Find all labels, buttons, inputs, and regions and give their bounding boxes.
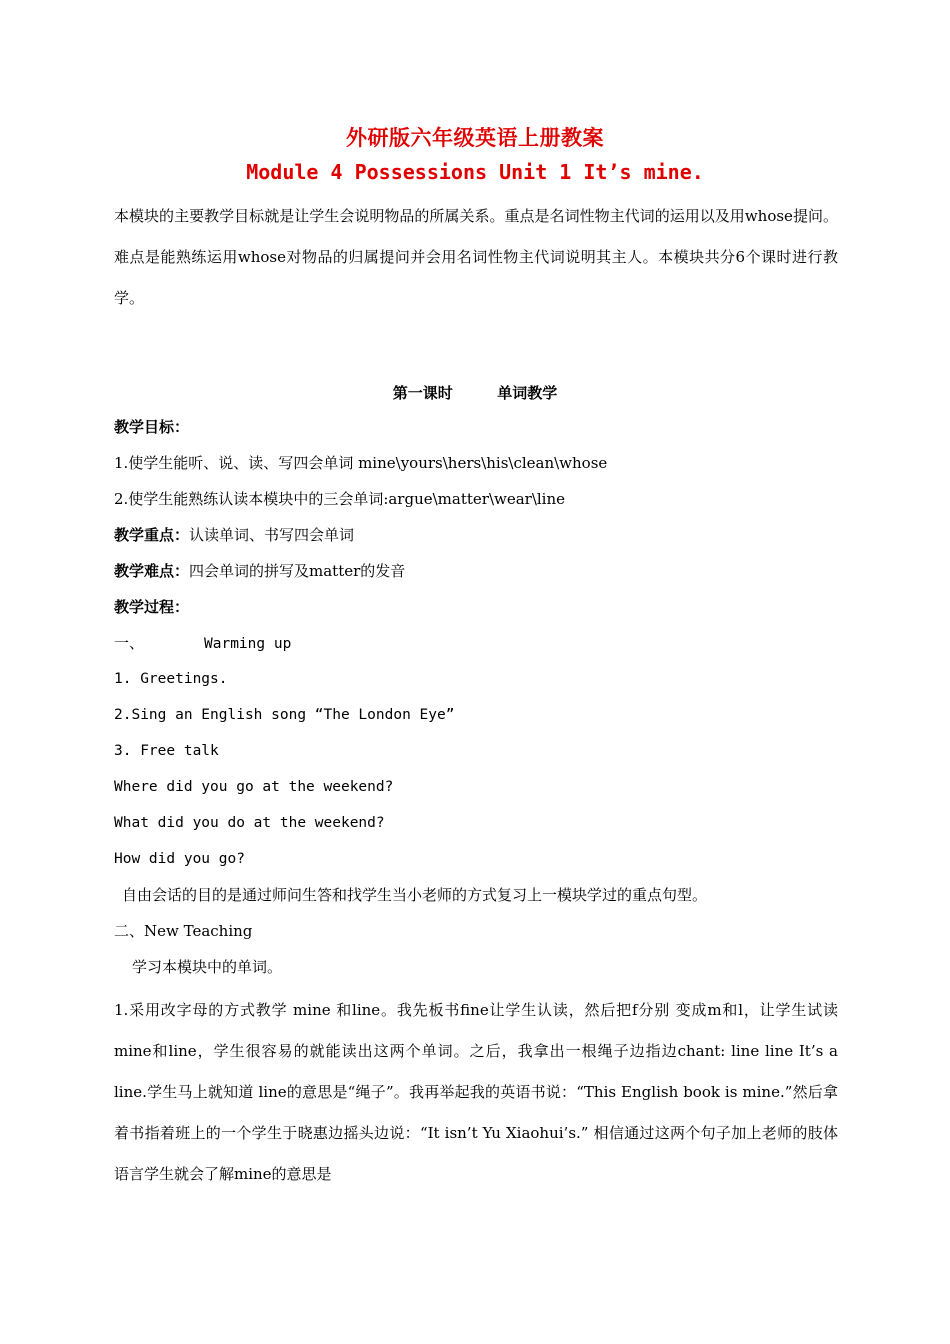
question-1: Where did you go at the weekend?	[114, 779, 394, 795]
intro-text: 本模块的主要教学目标就是让学生会说明物品的所属关系。重点是名词性物主代词的运用以及用whose提问。难点是能熟练运用whose对物品的归属提问并会用名词性物主代词说明其主人。本模块共分6个课时进行教学。	[114, 207, 838, 307]
process-heading: 教学过程：	[114, 598, 190, 616]
difficulties-text: 四会单词的拼写及matter的发音	[189, 562, 406, 580]
section-1-title: Warming up	[204, 636, 292, 652]
difficulties	[114, 556, 838, 592]
intro-paragraph	[114, 196, 838, 319]
key-points-text: 认读单词、书写四会单词	[189, 526, 355, 544]
step-3: 3. Free talk	[114, 743, 219, 759]
objective-item-1: 1.使学生能听、说、读、写四会单词 mine\yours\hers\his\clean\whose	[114, 454, 608, 472]
key-points	[114, 520, 838, 556]
objectives-heading: 教学目标：	[114, 418, 190, 436]
key-points-label: 教学重点：	[114, 526, 190, 544]
document-subtitle: Module 4 Possessions Unit 1 It’s mine.	[246, 160, 704, 184]
teaching-paragraph: 1.采用改字母的方式教学 mine 和line。我先板书fine让学生认读，然后把f分别 变成m和l，让学生试读mine和line，学生很容易的就能读出这两个单词。之后，我拿出一根绳子边指边chant: line line It’s a line.学生马上就知道 line的意思是“绳子”。我再举起我的英语书说：“This English book is mine.”然后拿着书指着班上的一个学生于晓惠边摇头边说：“It isn’t Yu Xiaohui’s.” 相信通过这两个句子加上老师的肢体语言学生就会了解mine的意思是	[114, 1001, 838, 1183]
section-1-number: 一、	[114, 634, 145, 652]
lesson-topic: 单词教学	[497, 384, 558, 402]
lesson-heading	[0, 382, 950, 403]
question-3: How did you go?	[114, 851, 245, 867]
step-1: 1. Greetings.	[114, 671, 228, 687]
section-1-heading	[114, 628, 838, 664]
difficulties-label: 教学难点：	[114, 562, 190, 580]
lesson-body	[114, 412, 838, 1195]
section-2-subheading: 学习本模块中的单词。	[132, 958, 283, 976]
objective-item-2: 2.使学生能熟练认读本模块中的三会单词:argue\matter\wear\line	[114, 490, 566, 508]
free-talk-note: 自由会话的目的是通过师问生答和找学生当小老师的方式复习上一模块学过的重点句型。	[122, 886, 708, 904]
section-2-heading: 二、New Teaching	[114, 922, 253, 940]
lesson-number: 第一课时	[392, 384, 453, 402]
document-title: 外研版六年级英语上册教案	[346, 126, 604, 150]
step-2: 2.Sing an English song “The London Eye”	[114, 707, 455, 723]
question-2: What did you do at the weekend?	[114, 815, 385, 831]
